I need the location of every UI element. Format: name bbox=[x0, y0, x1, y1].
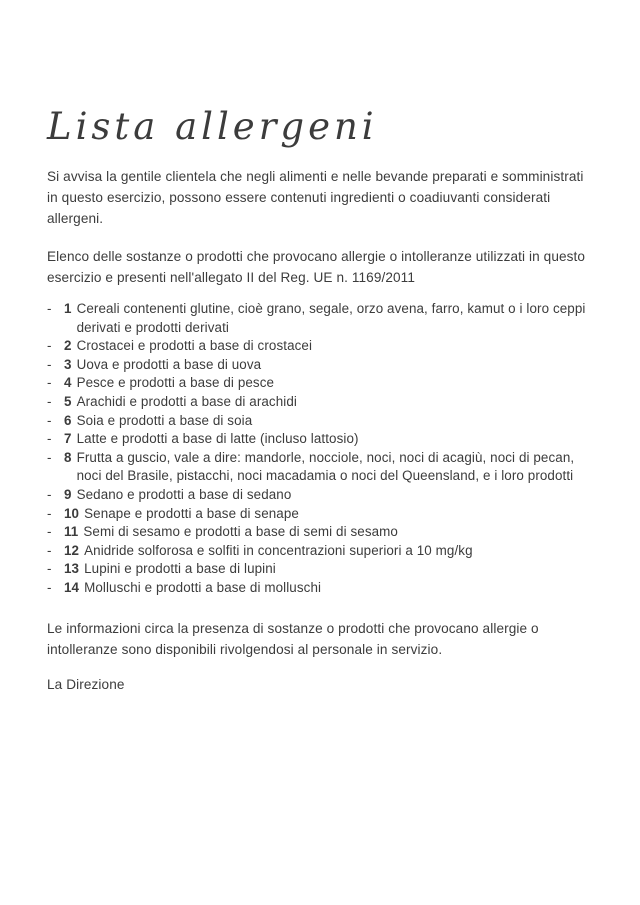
bullet-dash: - bbox=[47, 561, 52, 577]
bullet-dash: - bbox=[47, 356, 52, 372]
bullet-dash: - bbox=[47, 375, 52, 391]
allergen-number: 6 bbox=[64, 412, 72, 428]
allergen-list-item bbox=[47, 486, 598, 505]
allergen-text: Semi di sesamo e prodotti a base di semi di sesamo bbox=[83, 524, 398, 540]
allergen-number: 7 bbox=[64, 431, 72, 447]
allergen-text: Frutta a guscio, vale a dire: mandorle, nocciole, noci, noci di acagiù, noci di pecan, noci del Brasile, pistacchi, noci macadamia o noci del Queensland, e i loro prodotti bbox=[76, 449, 575, 484]
allergen-number: 2 bbox=[64, 338, 72, 354]
page-title: Lista allergeni bbox=[47, 105, 378, 148]
bullet-dash: - bbox=[47, 579, 52, 595]
allergen-text: Anidride solforosa e solfiti in concentrazioni superiori a 10 mg/kg bbox=[84, 542, 473, 558]
bullet-dash: - bbox=[47, 393, 52, 409]
bullet-dash: - bbox=[47, 301, 52, 316]
allergen-text: Cereali contenenti glutine, cioè grano, segale, orzo avena, farro, kamut o i loro ceppi derivati e prodotti derivati bbox=[76, 301, 586, 335]
bullet-dash: - bbox=[47, 505, 52, 521]
allergen-text: Crostacei e prodotti a base di crostacei bbox=[76, 338, 313, 354]
allergen-text: Soia e prodotti a base di soia bbox=[76, 412, 253, 428]
allergen-text: Pesce e prodotti a base di pesce bbox=[76, 375, 275, 391]
allergen-list-item bbox=[47, 560, 598, 579]
allergen-list-item bbox=[47, 300, 598, 337]
bullet-dash: - bbox=[47, 449, 52, 465]
allergen-number: 5 bbox=[64, 393, 72, 409]
allergen-text: Lupini e prodotti a base di lupini bbox=[84, 561, 276, 577]
bullet-dash: - bbox=[47, 412, 52, 428]
allergen-text: Latte e prodotti a base di latte (incluso lattosio) bbox=[76, 431, 359, 447]
bullet-dash: - bbox=[47, 338, 52, 354]
allergen-number: 14 bbox=[64, 579, 80, 595]
allergen-list-item bbox=[47, 542, 598, 561]
bullet-dash: - bbox=[47, 542, 52, 558]
bullet-dash: - bbox=[47, 486, 52, 502]
allergen-number: 11 bbox=[64, 524, 79, 540]
allergen-number: 12 bbox=[64, 542, 80, 558]
allergen-list-item bbox=[47, 430, 598, 449]
allergen-number: 1 bbox=[64, 301, 72, 316]
allergen-list bbox=[47, 300, 598, 598]
allergen-list-item bbox=[47, 374, 598, 393]
allergen-number: 4 bbox=[64, 375, 72, 391]
signature: La Direzione bbox=[47, 676, 125, 692]
allergen-number: 9 bbox=[64, 486, 72, 502]
allergen-number: 8 bbox=[64, 449, 72, 465]
closing-paragraph: Le informazioni circa la presenza di sostanze o prodotti che provocano allergie o intolleranze sono disponibili rivolgendosi al personale in servizio. bbox=[47, 620, 539, 657]
allergen-text: Uova e prodotti a base di uova bbox=[76, 356, 262, 372]
allergen-number: 10 bbox=[64, 505, 80, 521]
allergen-text: Senape e prodotti a base di senape bbox=[84, 505, 299, 521]
allergen-list-item bbox=[47, 579, 598, 598]
list-heading-paragraph: Elenco delle sostanze o prodotti che provocano allergie o intolleranze utilizzati in questo esercizio e presenti nell'allegato II del Reg. UE n. 1169/2011 bbox=[47, 249, 586, 285]
allergen-list-item bbox=[47, 412, 598, 431]
allergen-number: 3 bbox=[64, 356, 72, 372]
allergen-list-item bbox=[47, 505, 598, 524]
allergen-text: Sedano e prodotti a base di sedano bbox=[76, 486, 292, 502]
intro-paragraph: Si avvisa la gentile clientela che negli alimenti e nelle bevande preparati e somministrati in questo esercizio, possono essere contenuti ingredienti o coadiuvanti considerati allergeni. bbox=[47, 169, 584, 226]
bullet-dash: - bbox=[47, 524, 52, 540]
allergen-list-item bbox=[47, 393, 598, 412]
allergen-list-item bbox=[47, 356, 598, 375]
bullet-dash: - bbox=[47, 431, 52, 447]
allergen-list-item bbox=[47, 449, 598, 486]
allergen-list-item bbox=[47, 337, 598, 356]
allergen-text: Molluschi e prodotti a base di molluschi bbox=[84, 579, 322, 595]
allergen-list-item bbox=[47, 523, 598, 542]
allergen-text: Arachidi e prodotti a base di arachidi bbox=[76, 393, 297, 409]
allergen-number: 13 bbox=[64, 561, 80, 577]
